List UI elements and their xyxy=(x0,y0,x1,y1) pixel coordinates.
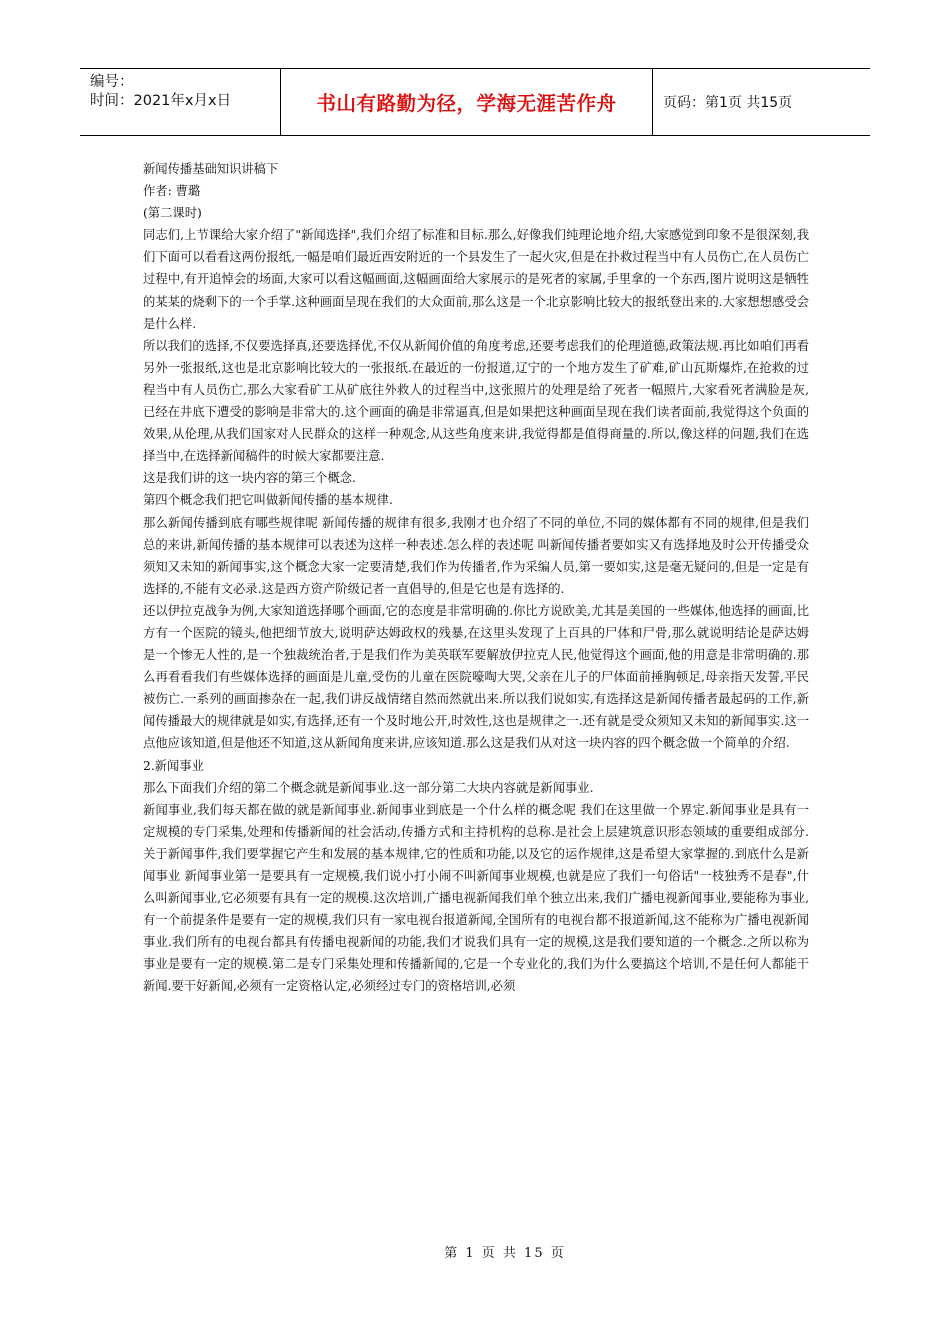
header-page-info: 页码：第1页 共15页 xyxy=(663,95,793,111)
body-paragraph: 那么新闻传播到底有哪些规律呢 新闻传播的规律有很多,我刚才也介绍了不同的单位,不同的媒体都有不同的规律,但是我们总的来讲,新闻传播的基本规律可以表述为这样一种表述.怎么样的表述呢 叫新闻传播者要如实又有选择地及时公开传播受众须知又未知的新闻事实,这个概念大家一定要清楚,我们作为传播者,作为采编人员,第一要如实,这是毫无疑问的,但是一定是有选择的,不能有文必录.这是西方资产阶级记者一直倡导的,但是它也是有选择的. xyxy=(143,515,809,596)
document-number-label: 编号： xyxy=(90,74,134,90)
body-paragraph: 所以我们的选择,不仅要选择真,还要选择优,不仅从新闻价值的角度考虑,还要考虑我们的伦理道德,政策法规.再比如咱们再看另外一张报纸,这也是北京影响比较大的一张报纸.在最近的一份报道,辽宁的一个地方发生了矿难,矿山瓦斯爆炸,在抢救的过程当中有人员伤亡,那么大家看矿工从矿底往外救人的过程当中,这张照片的处理是给了死者一幅照片,大家看死者满脸是灰,已经在井底下遭受的影响是非常大的.这个画面的确是非常逼真,但是如果把这种画面呈现在我们读者面前,我觉得这个负面的效果,从伦理,从我们国家对人民群众的这样一种观念,从这些角度来讲,我觉得都是值得商量的.所以,像这样的问题,我们在选择当中,在选择新闻稿件的时候大家都要注意. xyxy=(143,338,809,464)
section-heading: 2.新闻事业 xyxy=(143,758,204,773)
body-paragraph: 那么下面我们介绍的第二个概念就是新闻事业.这一部分第二大块内容就是新闻事业. xyxy=(143,780,594,795)
lesson-label: (第二课时) xyxy=(143,206,202,221)
page-header xyxy=(80,68,870,136)
document-body xyxy=(143,158,809,998)
header-motto: 书山有路勤为径，学海无涯苦作舟 xyxy=(281,69,653,135)
body-paragraph: 这是我们讲的这一块内容的第三个概念. xyxy=(143,471,356,486)
body-paragraph: 新闻事业,我们每天都在做的就是新闻事业.新闻事业到底是一个什么样的概念呢 我们在这里做一个界定.新闻事业是具有一定规模的专门采集,处理和传播新闻的社会活动,传播方式和主持机构的总称.是社会上层建筑意识形态领域的重要组成部分.关于新闻事件,我们要掌握它产生和发展的基本规律,它的性质和功能,以及它的运作规律,这是希望大家掌握的.到底什么是新闻事业 新闻事业第一是要具有一定规模,我们说小打小闹不叫新闻事业规模,也就是应了我们一句俗话"一枝独秀不是春",什么叫新闻事业,它必须要有具有一定的规模.这次培训,广播电视新闻我们单个独立出来,我们广播电视新闻事业,要能称为事业,有一个前提条件是要有一定的规模,我们只有一家电视台报道新闻,全国所有的电视台都不报道新闻,这不能称为广播电视新闻事业.我们所有的电视台都具有传播电视新闻的功能,我们才说我们具有一定的规模,这是我们要知道的一个概念.之所以称为事业是要有一定的规模.第二是专门采集处理和传播新闻的,它是一个专业化的,我们为什么要搞这个培训,不是任何人都能干新闻.要干好新闻,必须有一定资格认定,必须经过专门的资格培训,必须 xyxy=(143,802,809,994)
document-date: 时间：2021年x月x日 xyxy=(90,93,232,109)
body-paragraph: 第四个概念我们把它叫做新闻传播的基本规律. xyxy=(143,493,393,508)
document-author: 作者: 曹璐 xyxy=(143,184,201,199)
document-title: 新闻传播基础知识讲稿下 xyxy=(143,162,279,176)
body-paragraph: 还以伊拉克战争为例,大家知道选择哪个画面,它的态度是非常明确的.你比方说欧美,尤其是美国的一些媒体,他选择的画面,比方有一个医院的镜头,他把细节放大,说明萨达姆政权的残暴,在这里头发现了上百具的尸体和尸骨,那么就说明结论是萨达姆是一个惨无人性的,是一个独裁统治者,于是我们作为美英联军要解放伊拉克人民,他觉得这个画面,他的用意是非常明确的.那么再看看我们有些媒体选择的画面是儿童,受伤的儿童在医院嚎啕大哭,父亲在儿子的尸体面前捶胸顿足,母亲指天发誓,平民被伤亡.一系列的画面掺杂在一起,我们讲反战情绪自然而然就出来.所以我们说如实,有选择这是新闻传播者最起码的工作,新闻传播最大的规律就是如实,有选择,还有一个及时地公开,时效性,这也是规律之一.还有就是受众须知又未知的新闻事实.这一点他应该知道,但是他还不知道,这从新闻角度来讲,应该知道.那么这是我们从对这一块内容的四个概念做一个简单的介绍. xyxy=(143,603,809,751)
page-footer: 第 1 页 共 15 页 xyxy=(444,1246,566,1261)
body-paragraph: 同志们,上节课给大家介绍了"新闻选择",我们介绍了标准和目标.那么,好像我们纯理论地介绍,大家感觉到印象不是很深刻,我们下面可以看看这两份报纸,一幅是咱们最近西安附近的一个县发生了一起火灾,但是在扑救过程当中有人员伤亡,在人员伤亡过程中,有开追悼会的场面,大家可以看这幅画面,这幅画面给大家展示的是死者的家属,手里拿的一个东西,图片说明这是牺牲的某某的烧剩下的一个手掌.这种画面呈现在我们的大众面前,那么这是一个北京影响比较大的报纸登出来的.大家想想感受会是什么样. xyxy=(143,228,809,331)
header-meta xyxy=(80,69,281,135)
